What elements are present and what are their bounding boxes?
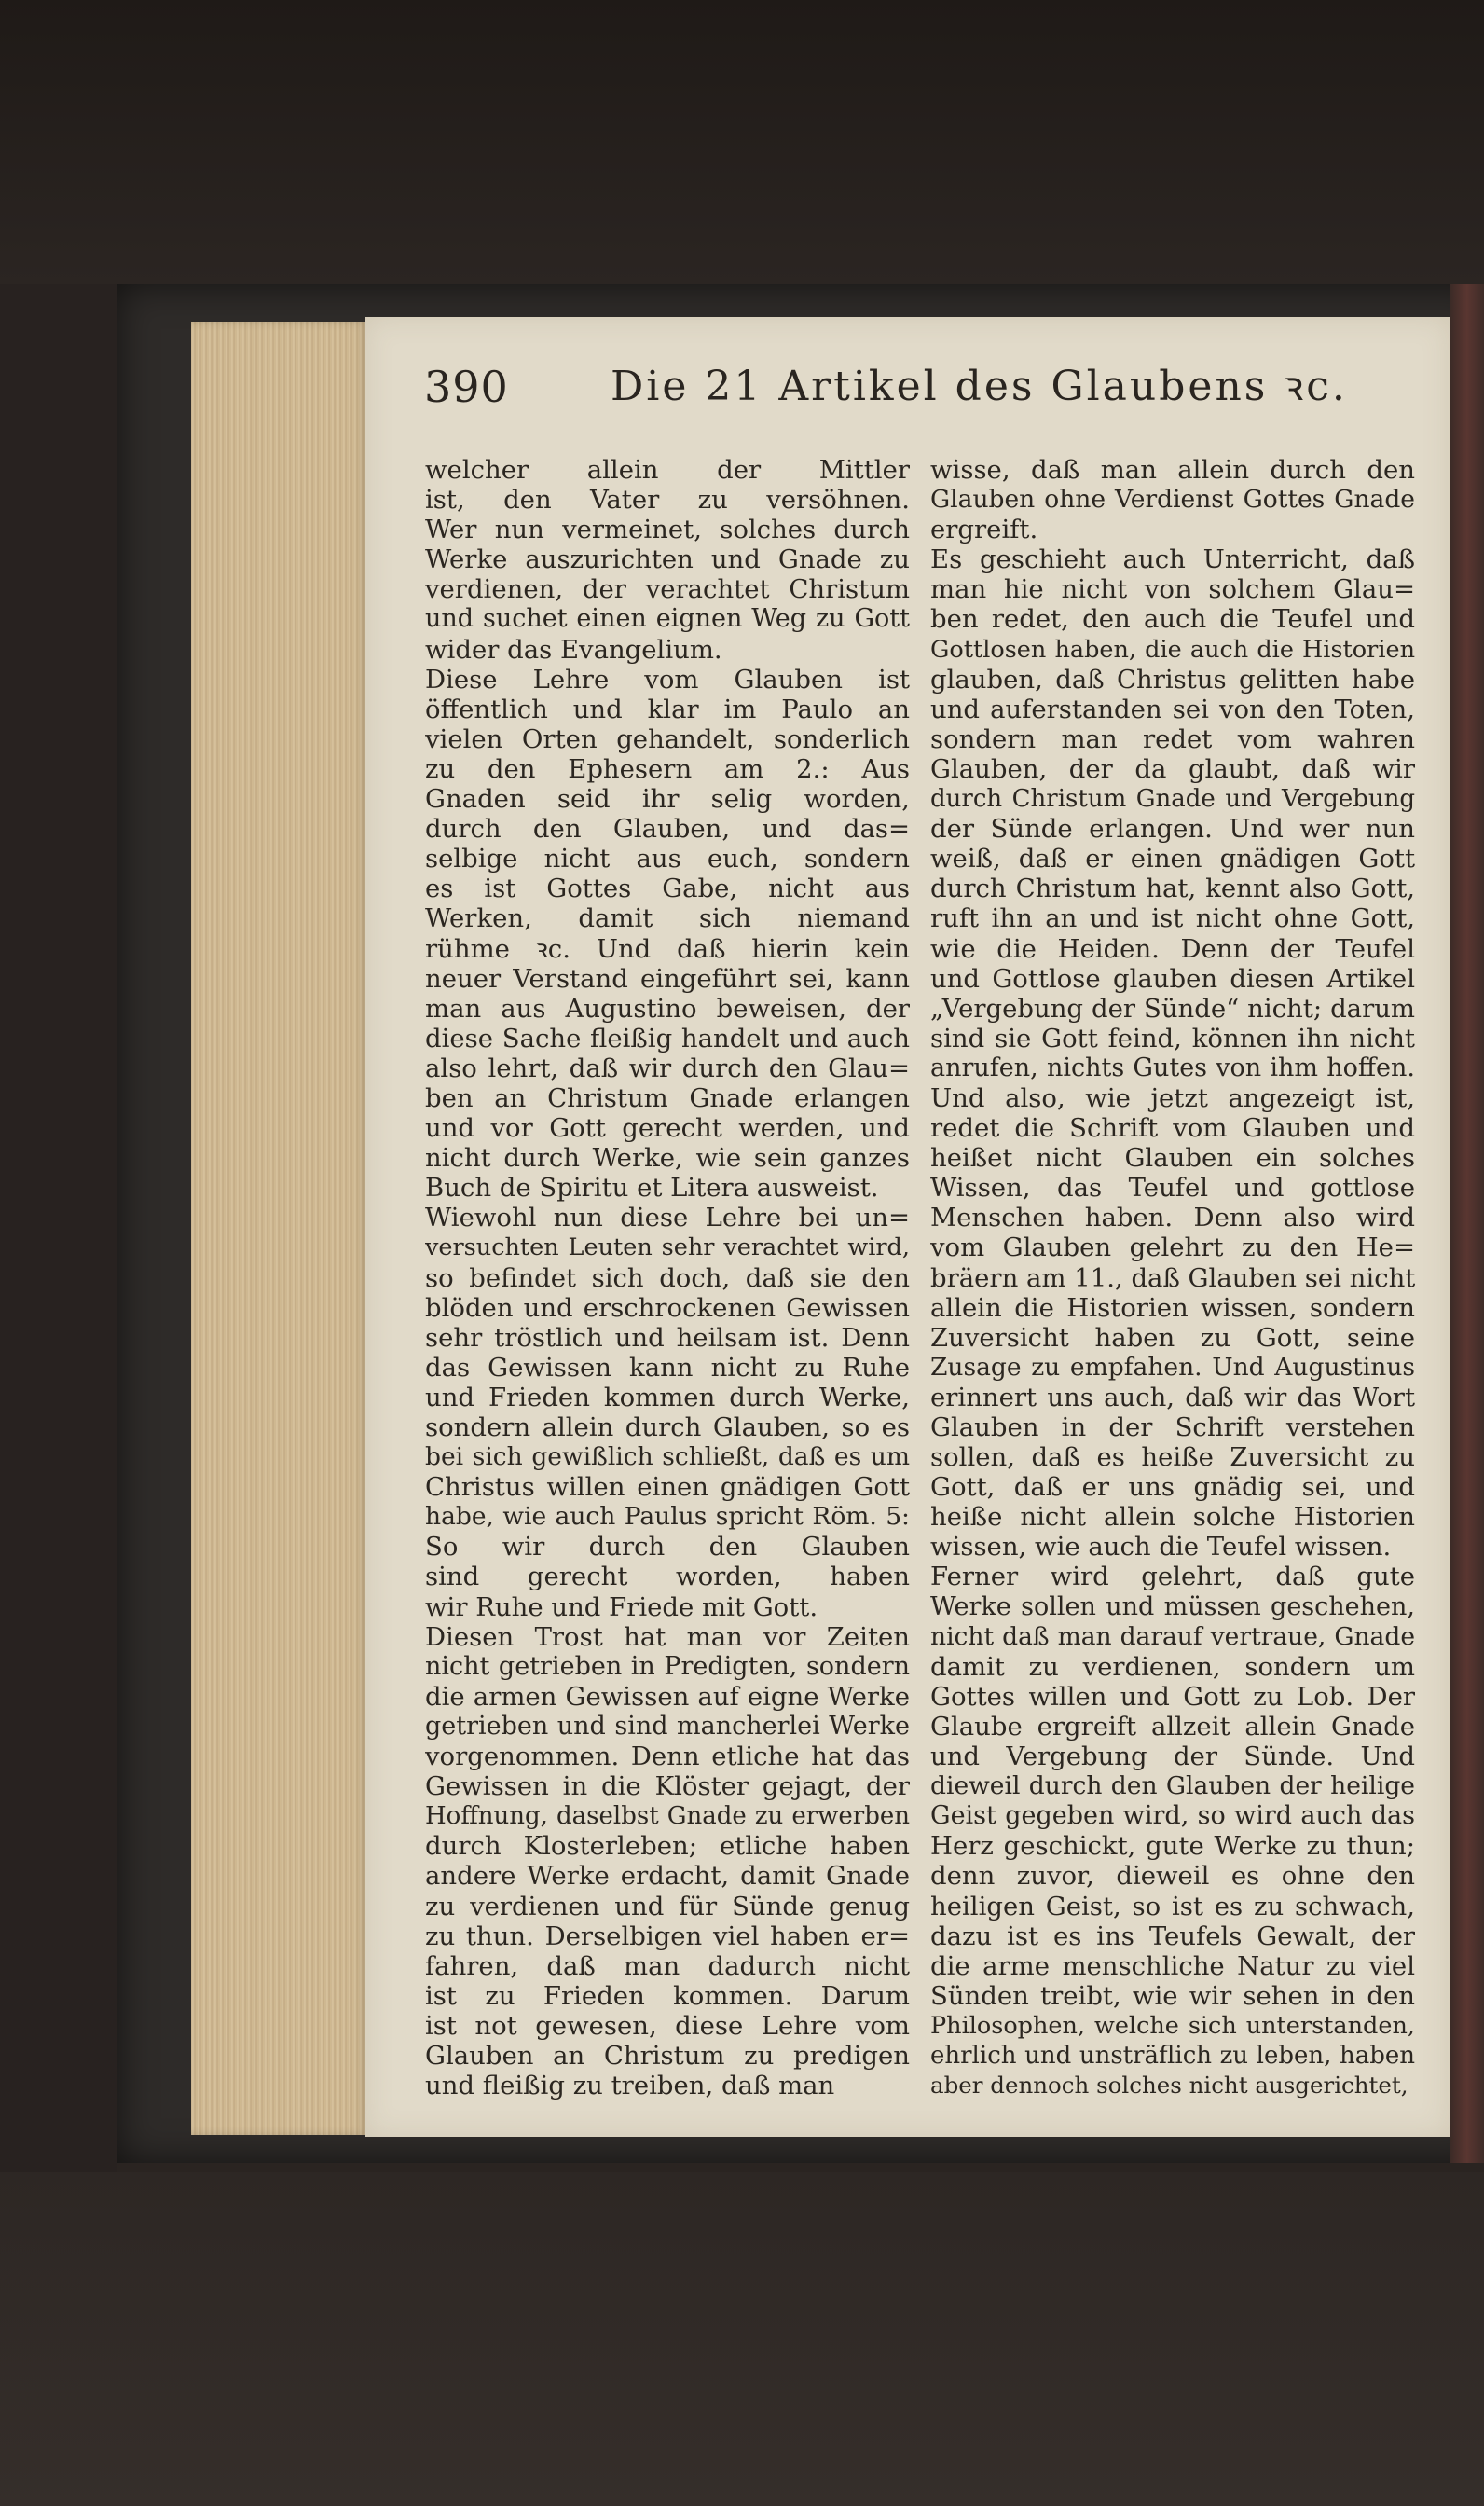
text-line: durch den Glauben, und das= — [425, 814, 910, 845]
text-line: fahren, daß man dadurch nicht — [425, 1950, 910, 1981]
text-line: bräern am 11., daß Glauben sei nicht — [930, 1262, 1415, 1293]
text-line: Diesen Trost hat man vor Zeiten — [425, 1621, 910, 1652]
text-line: sollen, daß es heiße Zuversicht zu — [930, 1442, 1415, 1473]
text-line: und auferstanden sei von den Toten, — [930, 694, 1415, 724]
text-line: bei sich gewißlich schließt, daß es um — [425, 1442, 910, 1472]
text-line: sondern man redet vom wahren — [930, 723, 1415, 754]
text-line: ben redet, den auch die Teufel und — [930, 604, 1415, 635]
page-header — [424, 359, 1394, 415]
text-line: sind gerecht worden, haben — [425, 1562, 910, 1592]
text-line: zu verdienen und für Sünde genug — [425, 1891, 910, 1921]
text-line: Menschen haben. Denn also wird — [930, 1203, 1415, 1233]
text-column-left — [425, 455, 910, 2100]
text-line: erinnert uns auch, daß wir das Wort — [930, 1382, 1415, 1412]
text-line: das Gewissen kann nicht zu Ruhe — [425, 1352, 910, 1383]
text-line: allein die Historien wissen, sondern — [930, 1292, 1415, 1323]
text-line: und suchet einen eignen Weg zu Gott — [425, 604, 910, 634]
text-line: und vor Gott gerecht werden, und — [425, 1113, 910, 1144]
text-line: Glaube ergreift allzeit allein Gnade — [930, 1711, 1415, 1742]
text-line: ergreift. — [930, 515, 1038, 545]
text-line: vorgenommen. Denn etliche hat das — [425, 1742, 910, 1772]
text-line: So wir durch den Glauben — [425, 1532, 910, 1563]
text-line: wissen, wie auch die Teufel wissen. — [930, 1532, 1392, 1563]
text-line: Buch de Spiritu et Litera ausweist. — [425, 1173, 879, 1204]
text-line: Sünden treibt, wie wir sehen in den — [930, 1980, 1415, 2011]
text-line: es ist Gottes Gabe, nicht aus — [425, 874, 910, 904]
running-title: Die 21 Artikel des Glaubens ꝛc. — [611, 363, 1348, 410]
text-line: versuchten Leuten sehr verachtet wird, — [425, 1233, 910, 1262]
text-line: die armen Gewissen auf eigne Werke — [425, 1681, 910, 1712]
text-line: und Gottlose glauben diesen Artikel — [930, 963, 1415, 994]
text-line: und Frieden kommen durch Werke, — [425, 1382, 910, 1412]
text-line: Gewissen in die Klöster gejagt, der — [425, 1771, 910, 1802]
text-line: Werke sollen und müssen geschehen, — [930, 1591, 1415, 1621]
text-line: weiß, daß er einen gnädigen Gott — [930, 844, 1415, 874]
text-line: „Vergebung der Sünde“ nicht; darum — [930, 993, 1415, 1024]
text-line: dieweil durch den Glauben der heilige — [930, 1771, 1415, 1801]
text-line: vom Glauben gelehrt zu den He= — [930, 1232, 1415, 1263]
text-line: man aus Augustino beweisen, der — [425, 993, 910, 1024]
text-line: zu thun. Derselbigen viel haben er= — [425, 1921, 910, 1951]
text-line: welcher allein der Mittler — [425, 455, 910, 485]
text-line: Werke auszurichten und Gnade zu — [425, 544, 910, 575]
text-line: heiße nicht allein solche Historien — [930, 1502, 1415, 1533]
text-line: Wissen, das Teufel und gottlose — [930, 1173, 1415, 1204]
text-line: aber dennoch solches nicht ausgerichtet, — [930, 2072, 1408, 2100]
text-line: wie die Heiden. Denn der Teufel — [930, 933, 1415, 964]
text-line: verdienen, der verachtet Christum — [425, 574, 910, 605]
text-line: Gnaden seid ihr selig worden, — [425, 784, 910, 815]
text-line: Glauben ohne Verdienst Gottes Gnade — [930, 485, 1415, 515]
book-spine-edge — [1450, 284, 1484, 2163]
text-line: durch Christum Gnade und Vergebung — [930, 785, 1415, 814]
text-line: Glauben an Christum zu predigen — [425, 2040, 910, 2071]
text-line: ist zu Frieden kommen. Darum — [425, 1980, 910, 2011]
background-top — [0, 0, 1484, 284]
text-line: nicht durch Werke, wie sein ganzes — [425, 1143, 910, 1174]
text-line: getrieben und sind mancherlei Werke — [425, 1711, 910, 1741]
text-line: glauben, daß Christus gelitten habe — [930, 664, 1415, 695]
background-bottom — [0, 2172, 1484, 2506]
text-line: der Sünde erlangen. Und wer nun — [930, 814, 1415, 845]
text-line: selbige nicht aus euch, sondern — [425, 844, 910, 874]
text-line: Geist gegeben wird, so wird auch das — [930, 1801, 1415, 1831]
text-line: nicht getrieben in Predigten, sondern — [425, 1651, 910, 1681]
text-line: dazu ist es ins Teufels Gewalt, der — [930, 1921, 1415, 1951]
text-line: die arme menschliche Natur zu viel — [930, 1950, 1415, 1981]
text-line: sind sie Gott feind, können ihn nicht — [930, 1023, 1415, 1053]
text-column-right — [930, 455, 1415, 2100]
text-line: damit zu verdienen, sondern um — [930, 1651, 1415, 1682]
page-edges — [191, 322, 368, 2135]
text-line: heißet nicht Glauben ein solches — [930, 1143, 1415, 1174]
text-line: ist, den Vater zu versöhnen. — [425, 485, 910, 516]
text-line: diese Sache fleißig handelt und auch — [425, 1023, 910, 1053]
text-line: ist not gewesen, diese Lehre vom — [425, 2010, 910, 2041]
text-line: ruft ihn an und ist nicht ohne Gott, — [930, 903, 1415, 934]
text-line: ehrlich und unsträflich zu leben, haben — [930, 2041, 1415, 2070]
text-line: neuer Verstand eingeführt sei, kann — [425, 963, 910, 994]
text-line: Hoffnung, daselbst Gnade zu erwerben — [425, 1802, 910, 1831]
text-line: andere Werke erdacht, damit Gnade — [425, 1861, 910, 1892]
text-line: Diese Lehre vom Glauben ist — [425, 664, 910, 695]
text-line: Zuversicht haben zu Gott, seine — [930, 1322, 1415, 1353]
text-line: nicht daß man darauf vertraue, Gnade — [930, 1621, 1415, 1651]
text-line: rühme ꝛc. Und daß hierin kein — [425, 933, 910, 964]
text-line: Gottlosen haben, die auch die Historien — [930, 635, 1415, 664]
text-line: Gott, daß er uns gnädig sei, und — [930, 1472, 1415, 1503]
text-line: vielen Orten gehandelt, sonderlich — [425, 723, 910, 754]
text-line: Und also, wie jetzt angezeigt ist, — [930, 1082, 1415, 1113]
text-line: wider das Evangelium. — [425, 634, 722, 665]
text-line: heiligen Geist, so ist es zu schwach, — [930, 1891, 1415, 1921]
text-line: und Vergebung der Sünde. Und — [930, 1742, 1415, 1772]
text-line: Werken, damit sich niemand — [425, 903, 910, 934]
text-line: wir Ruhe und Friede mit Gott. — [425, 1591, 818, 1622]
text-line: Philosophen, welche sich unterstanden, — [930, 2011, 1415, 2040]
text-line: habe, wie auch Paulus spricht Röm. 5: — [425, 1502, 910, 1532]
text-line: man hie nicht von solchem Glau= — [930, 574, 1415, 605]
text-line: Wer nun vermeinet, solches durch — [425, 515, 910, 545]
text-line: denn zuvor, dieweil es ohne den — [930, 1861, 1415, 1892]
text-line: sehr tröstlich und heilsam ist. Denn — [425, 1322, 910, 1353]
text-line: redet die Schrift vom Glauben und — [930, 1113, 1415, 1144]
text-line: Ferner wird gelehrt, daß gute — [930, 1562, 1415, 1592]
text-line: durch Klosterleben; etliche haben — [425, 1831, 910, 1862]
text-line: Es geschieht auch Unterricht, daß — [930, 544, 1415, 575]
text-line: so befindet sich doch, daß sie den — [425, 1262, 910, 1293]
text-line: Wiewohl nun diese Lehre bei un= — [425, 1203, 910, 1233]
text-line: blöden und erschrockenen Gewissen — [425, 1292, 910, 1323]
text-line: sondern allein durch Glauben, so es — [425, 1412, 910, 1442]
text-line: also lehrt, daß wir durch den Glau= — [425, 1053, 910, 1083]
text-line: Gottes willen und Gott zu Lob. Der — [930, 1681, 1415, 1712]
text-line: Glauben, der da glaubt, daß wir — [930, 753, 1415, 784]
text-line: wisse, daß man allein durch den — [930, 455, 1415, 485]
text-line: und fleißig zu treiben, daß man — [425, 2071, 835, 2101]
text-line: durch Christum hat, kennt also Gott, — [930, 874, 1415, 904]
text-line: Herz geschickt, gute Werke zu thun; — [930, 1831, 1415, 1862]
page-number: 390 — [424, 362, 509, 412]
text-line: öffentlich und klar im Paulo an — [425, 694, 910, 724]
text-line: Christus willen einen gnädigen Gott — [425, 1472, 910, 1503]
text-line: ben an Christum Gnade erlangen — [425, 1082, 910, 1113]
text-line: Glauben in der Schrift verstehen — [930, 1412, 1415, 1442]
text-line: Zusage zu empfahen. Und Augustinus — [930, 1352, 1415, 1382]
text-line: zu den Ephesern am 2.: Aus — [425, 753, 910, 784]
text-line: anrufen, nichts Gutes von ihm hoffen. — [930, 1053, 1415, 1082]
